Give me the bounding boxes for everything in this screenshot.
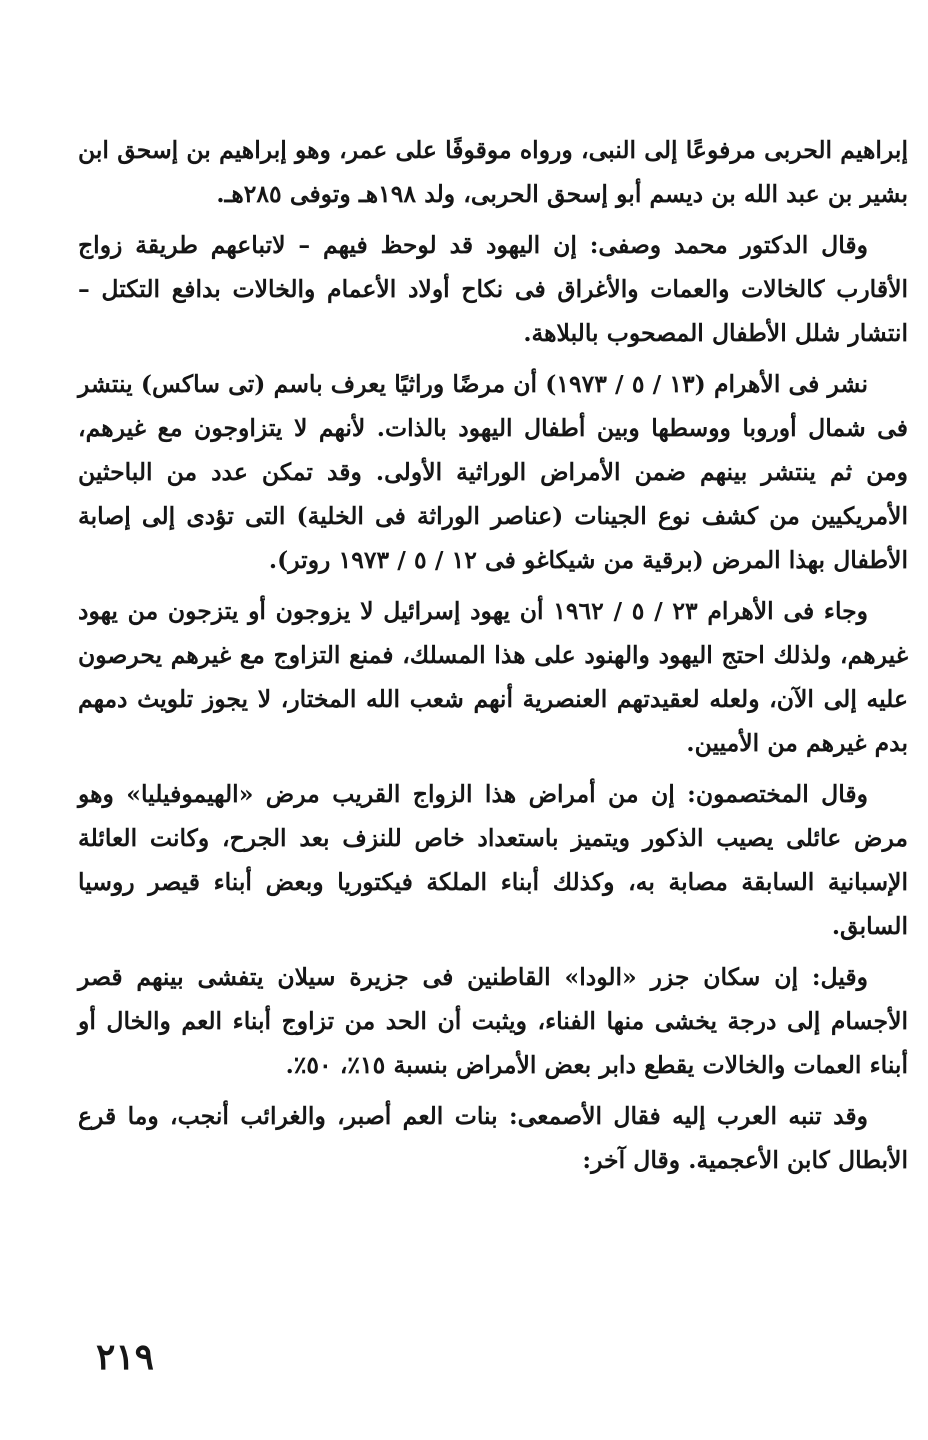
page-number: ٢١٩ xyxy=(96,1336,155,1378)
paragraph-1: إبراهيم الحربى مرفوعًا إلى النبى، ورواه موقوفًا على عمر، وهو إبراهيم بن إسحق ابن بشير بن عبد الله بن ديسم أبو إسحق الحربى، ولد ١٩٨هـ وتوفى ٢٨٥هـ. xyxy=(78,136,908,208)
paragraph-7: وقد تنبه العرب إليه فقال الأصمعى: بنات العم أصبر، والغرائب أنجب، وما قرع الأبطال كابن الأعجمية. وقال آخر: xyxy=(78,1102,908,1174)
paragraph-6: وقيل: إن سكان جزر «الودا» القاطنين فى جزيرة سيلان يتفشى بينهم قصر الأجسام إلى درجة يخشى منها الفناء، ويثبت أن الحد من تزاوج أبناء العم والخال أو أبناء العمات والخالات يقطع دابر بعض الأمراض بنسبة ١٥٪، ٥٠٪. xyxy=(78,963,908,1079)
paragraph-5: وقال المختصمون: إن من أمراض هذا الزواج القريب مرض «الهيموفيليا» وهو مرض عائلى يصيب الذكور ويتميز باستعداد خاص للنزف بعد الجرح، وكانت العائلة الإسبانية السابقة مصابة به، وكذلك أبناء الملكة فيكتوريا وبعض أبناء قيصر روسيا السابق. xyxy=(78,780,908,940)
page-body xyxy=(78,128,908,1189)
paragraph-3: نشر فى الأهرام (١٣ / ٥ / ١٩٧٣) أن مرضًا وراثيًا يعرف باسم (تى ساكس) ينتشر فى شمال أوروبا ووسطها وبين أطفال اليهود بالذات. لأنهم لا يتزاوجون مع غيرهم، ومن ثم ينتشر بينهم ضمن الأمراض الوراثية الأولى. وقد تمكن عدد من الباحثين الأمريكيين من كشف نوع الجينات (عناصر الوراثة فى الخلية) التى تؤدى إلى إصابة الأطفال بهذا المرض (برقية من شيكاغو فى ١٢ / ٥ / ١٩٧٣ روتر). xyxy=(78,370,908,574)
paragraph-2: وقال الدكتور محمد وصفى: إن اليهود قد لوحظ فيهم – لاتباعهم طريقة زواج الأقارب كالخالات والعمات والأغراق فى نكاح أولاد الأعمام والخالات بدافع التكتل – انتشار شلل الأطفال المصحوب بالبلاهة. xyxy=(78,231,908,347)
paragraph-4: وجاء فى الأهرام ٢٣ / ٥ / ١٩٦٢ أن يهود إسرائيل لا يزوجون أو يتزجون من يهود غيرهم، ولذلك احتج اليهود والهنود على هذا المسلك، فمنع التزاوج مع غيرهم يحرصون عليه إلى الآن، ولعله لعقيدتهم العنصرية أنهم شعب الله المختار، لا يجوز تلويث دمهم بدم غيرهم من الأميين. xyxy=(78,597,908,757)
